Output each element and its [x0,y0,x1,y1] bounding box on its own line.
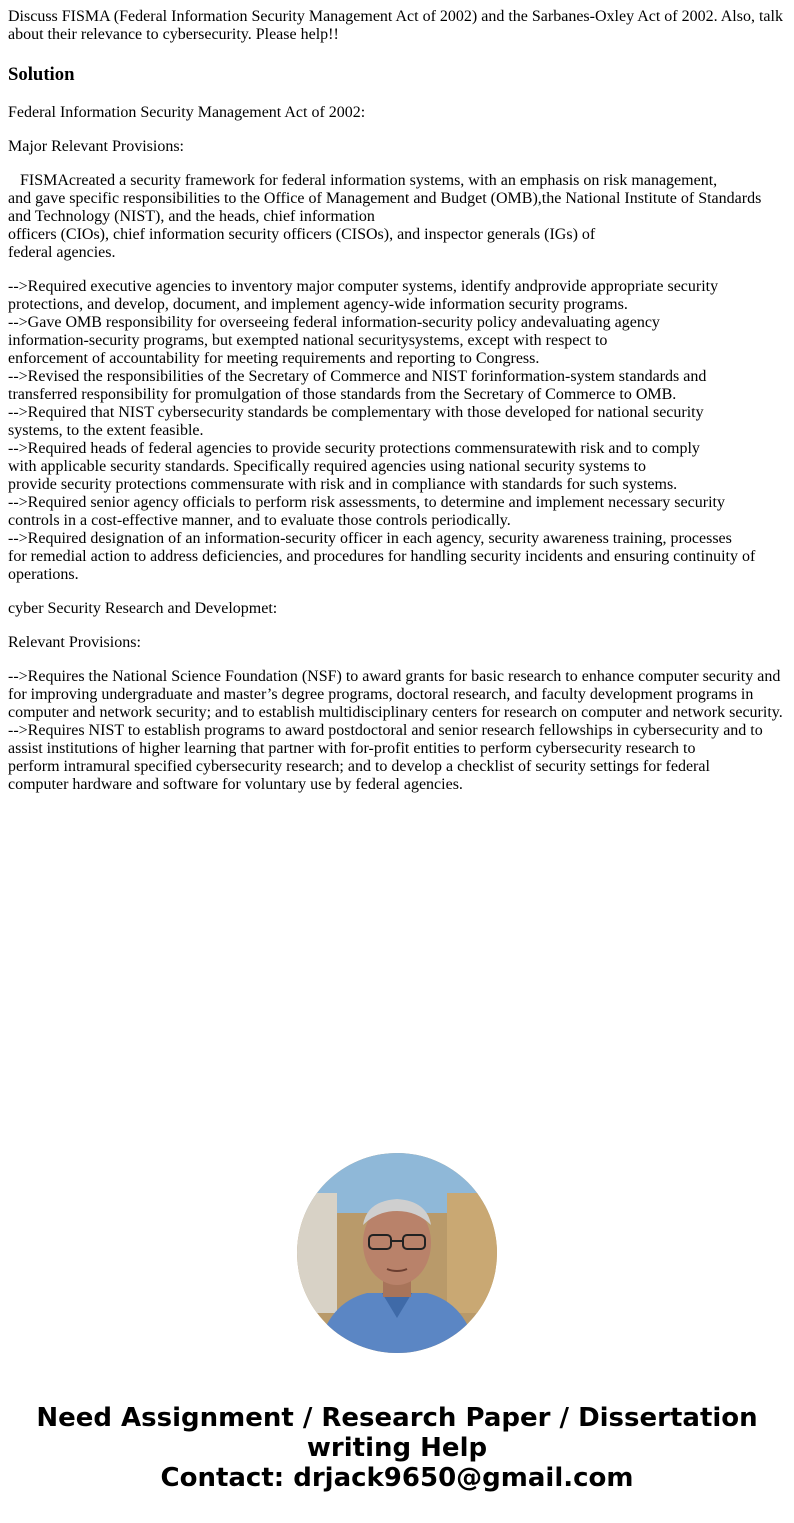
fisma-subtitle: Major Relevant Provisions: [8,138,184,155]
fisma-provision-line: -->Required senior agency officials to perform risk assessments, to determine and implement necessary security [8,494,725,511]
fisma-provision-line: enforcement of accountability for meeting requirements and reporting to Congress. [8,350,540,367]
fisma-provision-line: -->Required designation of an information-security officer in each agency, security awareness training, processes [8,530,732,547]
cyber-provision-line: computer hardware and software for voluntary use by federal agencies. [8,776,463,793]
author-photo [297,1153,497,1353]
fisma-provision-line: for remedial action to address deficiencies, and procedures for handling security incidents and ensuring continuity of operations. [8,548,756,583]
cyber-subtitle: Relevant Provisions: [8,634,141,651]
question-text: Discuss FISMA (Federal Information Security Management Act of 2002) and the Sarbanes-Oxley Act of 2002. Also, talk about their relevance to cybersecurity. Please help!! [8,8,783,43]
fisma-provision-line: with applicable security standards. Specifically required agencies using national security systems to [8,458,647,475]
fisma-provision-line: -->Required that NIST cybersecurity standards be complementary with those developed for national security [8,404,704,421]
fisma-intro-line: FISMAcreated a security framework for federal information systems, with an emphasis on risk management, [8,172,718,189]
fisma-provision-line: -->Required executive agencies to inventory major computer systems, identify andprovide appropriate security protections, and develop, document, and implement agency-wide information security programs. [8,278,719,313]
fisma-provision-line: -->Revised the responsibilities of the Secretary of Commerce and NIST forinformation-system standards and [8,368,707,385]
cyber-provision-line: perform intramural specified cybersecurity research; and to develop a checklist of security settings for federal [8,758,710,775]
footer-line: Need Assignment / Research Paper / Dissertation [36,1403,758,1433]
fisma-title: Federal Information Security Management Act of 2002: [8,104,366,121]
fisma-provisions [8,278,786,584]
cyber-provision-line: -->Requires the National Science Foundation (NSF) to award grants for basic research to enhance computer security and for improving undergraduate and master’s degree programs, doctoral research, and faculty development programs in computer and network security; and to establish multidisciplinary centers for research on computer and network security. [8,668,783,721]
footer-contact: Contact: drjack9650@gmail.com [160,1463,634,1493]
fisma-provision-line: transferred responsibility for promulgation of those standards from the Secretary of Commerce to OMB. [8,386,677,403]
fisma-provision-line: -->Gave OMB responsibility for overseeing federal information-security policy andevaluating agency [8,314,660,331]
fisma-provision-line: controls in a cost-effective manner, and to evaluate those controls periodically. [8,512,511,529]
footer-banner [0,1403,794,1493]
fisma-provision-line: -->Required heads of federal agencies to provide security protections commensuratewith risk and to comply [8,440,700,457]
cyber-title: cyber Security Research and Developmet: [8,600,278,617]
fisma-provision-line: provide security protections commensurate with risk and in compliance with standards for such systems. [8,476,678,493]
fisma-provision-line: information-security programs, but exempted national securitysystems, except with respect to [8,332,608,349]
solution-heading: Solution [8,64,75,85]
fisma-intro-line: officers (CIOs), chief information security officers (CISOs), and inspector generals (IGs) of [8,226,596,243]
fisma-intro-line: federal agencies. [8,244,116,261]
fisma-intro-line: and gave specific responsibilities to the Office of Management and Budget (OMB),the National Institute of Standards and Technology (NIST), and the heads, chief information [8,190,762,225]
cyber-provisions [8,668,786,794]
footer-line: writing Help [306,1433,488,1463]
fisma-provision-line: systems, to the extent feasible. [8,422,204,439]
fisma-intro [8,172,786,262]
cyber-provision-line: -->Requires NIST to establish programs to award postdoctoral and senior research fellowships in cybersecurity and to assist institutions of higher learning that partner with for-profit entities to perform cybersecurity research to [8,722,763,757]
